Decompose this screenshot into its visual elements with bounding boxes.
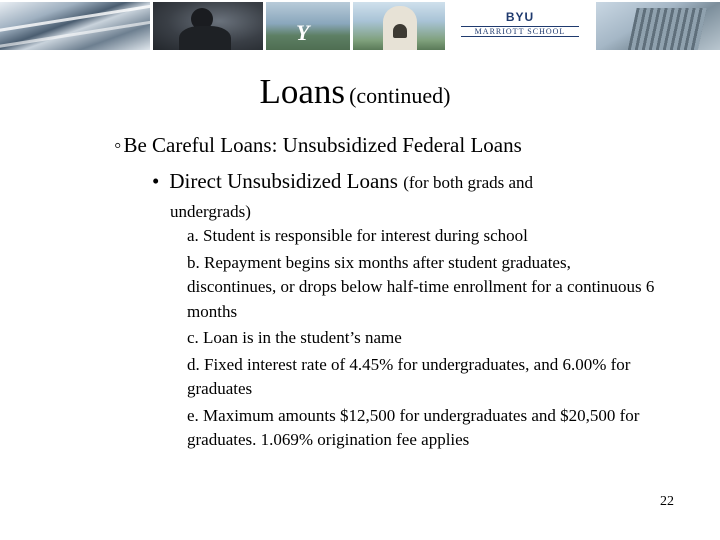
banner-photo-building — [596, 2, 720, 50]
list-item: c. Loan is in the student’s name — [187, 328, 402, 347]
heading-bullet — [114, 133, 522, 158]
banner-photo-mountain — [266, 2, 350, 50]
title-main: Loans — [259, 72, 346, 111]
sub-heading-text: Direct Unsubsidized Loans — [169, 169, 398, 193]
logo-byu-text: BYU — [505, 10, 535, 24]
banner-photo-statue — [153, 2, 263, 50]
byu-marriott-logo — [448, 2, 592, 50]
header-banner — [0, 0, 720, 52]
building-shape — [627, 8, 706, 50]
heading-text: Be Careful Loans: Unsubsidized Federal Loans — [123, 133, 522, 157]
sub-bullet — [152, 167, 632, 226]
list-item: e. Maximum amounts $12,500 for undergraduates and $20,500 for graduates. 1.069% origination fee applies — [187, 405, 640, 449]
detail-list — [187, 224, 657, 455]
list-item: a. Student is responsible for interest during school — [187, 226, 528, 245]
logo-school-text: MARRIOTT SCHOOL — [461, 26, 579, 37]
sub-note-text: (for both grads and — [403, 173, 534, 192]
bell-icon — [393, 24, 407, 38]
list-item: b. Repayment begins six months after student graduates, discontinues, or drops below half-time enrollment for a continuous 6 months — [187, 252, 655, 321]
hollow-bullet-icon: ◦ — [114, 133, 122, 157]
title-suffix: (continued) — [349, 83, 451, 108]
banner-photo-bell-tower — [353, 2, 445, 50]
sub-note-continuation: undergrads) — [170, 202, 251, 221]
y-mountain-mark: Y — [296, 20, 310, 45]
slide-title — [0, 72, 710, 112]
page-number: 22 — [660, 494, 674, 509]
list-item: d. Fixed interest rate of 4.45% for undergraduates, and 6.00% for graduates — [187, 354, 631, 398]
bullet-icon: • — [152, 169, 160, 193]
banner-photo-architecture — [0, 2, 150, 50]
statue-body-shape — [179, 26, 231, 50]
